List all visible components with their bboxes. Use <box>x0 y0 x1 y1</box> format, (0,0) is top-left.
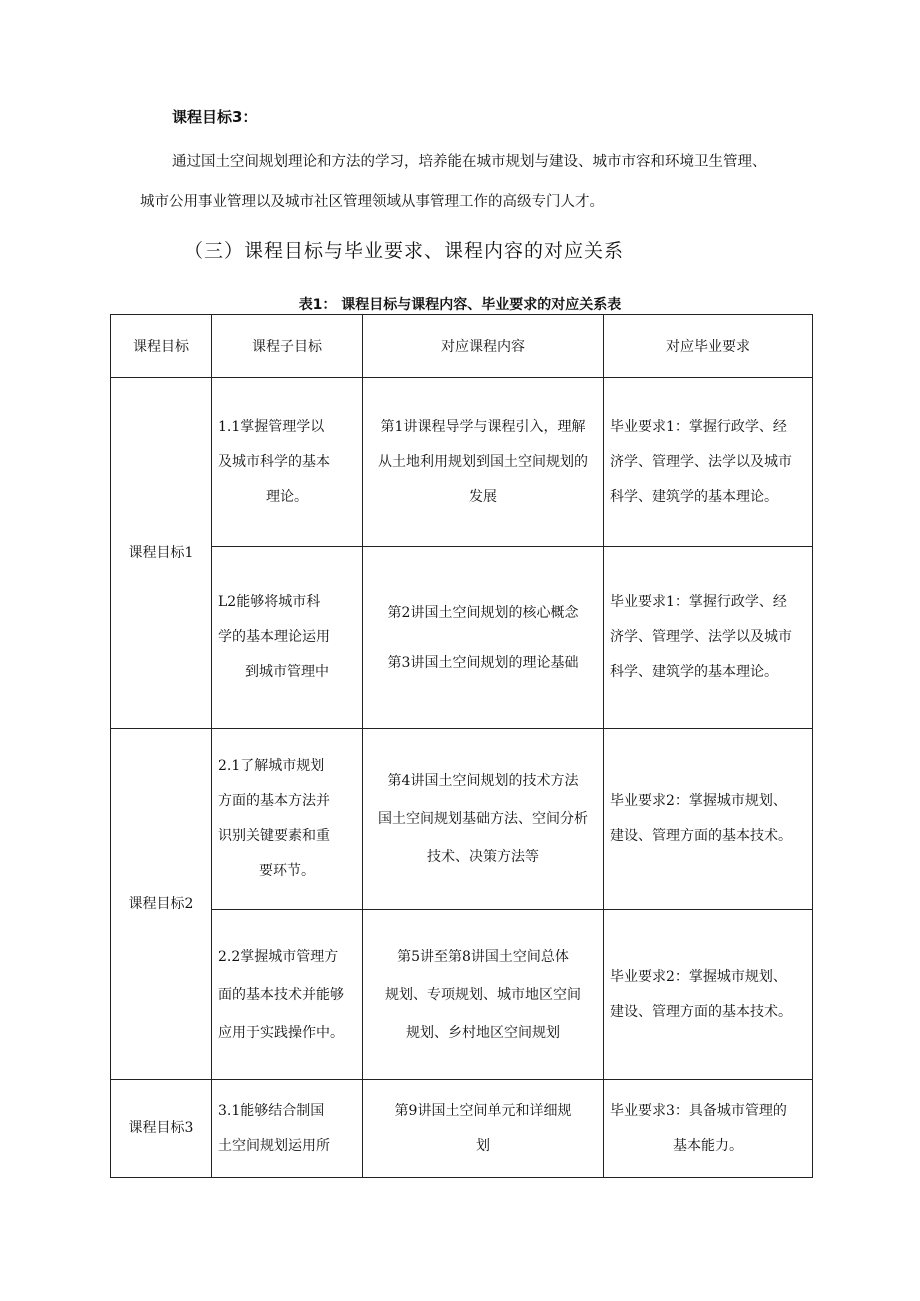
requirement-line: 基本能力。 <box>673 1137 743 1154</box>
goal-cell: 课程目标1 <box>111 378 212 729</box>
subgoal-line: 2.1了解城市规划 <box>218 758 325 774</box>
table-row <box>111 910 813 1080</box>
table-row <box>111 378 813 547</box>
requirement-cell <box>604 547 813 729</box>
requirement-line: 建设、管理方面的基本技术。 <box>610 828 792 844</box>
subgoal-cell <box>212 910 363 1080</box>
header-subgoal: 课程子目标 <box>212 315 363 378</box>
table-header-row <box>111 315 813 378</box>
subgoal-line: 理论。 <box>266 488 308 505</box>
requirement-cell <box>604 910 813 1080</box>
content-line: 第9讲国土空间单元和详细规 <box>394 1102 572 1119</box>
requirement-line: 毕业要求3：具备城市管理的 <box>610 1102 787 1119</box>
goal-cell: 课程目标2 <box>111 729 212 1080</box>
subgoal-line: 识别关键要素和重 <box>218 828 330 844</box>
requirement-cell <box>604 378 813 547</box>
objective3-paragraph-line2 <box>140 182 820 222</box>
objective3-paragraph-line1 <box>140 142 820 182</box>
subgoal-line: L2能够将城市科 <box>218 594 321 610</box>
content-line: 第3讲国土空间规划的理论基础 <box>387 654 579 671</box>
content-cell <box>363 729 604 910</box>
header-goal: 课程目标 <box>111 315 212 378</box>
content-cell <box>363 1080 604 1178</box>
requirement-line: 毕业要求1：掌握行政学、经 <box>610 418 787 435</box>
content-line: 第5讲至第8讲国土空间总体 <box>397 948 569 965</box>
content-line: 规划、乡村地区空间规划 <box>406 1024 560 1041</box>
subgoal-line: 3.1能够结合制国 <box>218 1102 325 1119</box>
subgoal-line: 到城市管理中 <box>245 664 329 680</box>
subgoal-line: 方面的基本方法并 <box>218 793 330 809</box>
goal-cell: 课程目标3 <box>111 1080 212 1178</box>
header-requirement: 对应毕业要求 <box>604 315 813 378</box>
table-row <box>111 1080 813 1178</box>
header-content: 对应课程内容 <box>363 315 604 378</box>
content-line: 划 <box>476 1137 490 1154</box>
content-line: 第4讲国土空间规划的技术方法 <box>387 773 579 789</box>
content-line: 从土地利用规划到国土空间规划的 <box>378 453 588 470</box>
content-line: 技术、决策方法等 <box>427 849 539 865</box>
content-cell <box>363 378 604 547</box>
subgoal-line: 学的基本理论运用 <box>218 629 330 645</box>
subgoal-line: 面的基本技术并能够 <box>218 986 344 1003</box>
mapping-table <box>110 314 813 1178</box>
requirement-line: 科学、建筑学的基本理论。 <box>610 664 778 680</box>
objective3-heading: 课程目标3： <box>172 108 258 126</box>
subgoal-line: 2.2掌握城市管理方 <box>218 948 339 965</box>
requirement-line: 毕业要求2：掌握城市规划、 <box>610 968 787 985</box>
subgoal-line: 及城市科学的基本 <box>218 453 330 470</box>
content-line: 第1讲课程导学与课程引入，理解 <box>380 418 586 435</box>
table-row <box>111 547 813 729</box>
requirement-line: 济学、管理学、法学以及城市 <box>610 453 792 470</box>
subgoal-line: 应用于实践操作中。 <box>218 1024 344 1041</box>
requirement-cell <box>604 729 813 910</box>
table-row <box>111 729 813 910</box>
subgoal-cell <box>212 378 363 547</box>
requirement-cell <box>604 1080 813 1178</box>
subgoal-cell <box>212 729 363 910</box>
subgoal-cell <box>212 1080 363 1178</box>
table-caption: 表1： 课程目标与课程内容、毕业要求的对应关系表 <box>298 297 622 313</box>
requirement-line: 毕业要求1：掌握行政学、经 <box>610 594 787 610</box>
content-line: 第2讲国土空间规划的核心概念 <box>387 604 579 621</box>
subgoal-line: 1.1掌握管理学以 <box>218 418 325 435</box>
objective3-text-line2: 城市公用事业管理以及城市社区管理领域从事管理工作的高级专门人才。 <box>140 194 604 210</box>
content-cell <box>363 910 604 1080</box>
content-line: 发展 <box>469 488 497 505</box>
content-line: 国土空间规划基础方法、空间分析 <box>378 811 588 827</box>
objective3-text-line1: 通过国土空间规划理论和方法的学习，培养能在城市规划与建设、城市市容和环境卫生管理、 <box>172 154 767 170</box>
content-line: 规划、专项规划、城市地区空间 <box>385 986 581 1003</box>
requirement-line: 建设、管理方面的基本技术。 <box>610 1003 792 1020</box>
requirement-line: 毕业要求2：掌握城市规划、 <box>610 793 787 809</box>
subgoal-line: 土空间规划运用所 <box>218 1137 330 1154</box>
requirement-line: 科学、建筑学的基本理论。 <box>610 488 778 505</box>
content-cell <box>363 547 604 729</box>
subgoal-line: 要环节。 <box>259 863 315 879</box>
section-title: （三）课程目标与毕业要求、课程内容的对应关系 <box>184 240 625 262</box>
requirement-line: 济学、管理学、法学以及城市 <box>610 629 792 645</box>
subgoal-cell <box>212 547 363 729</box>
